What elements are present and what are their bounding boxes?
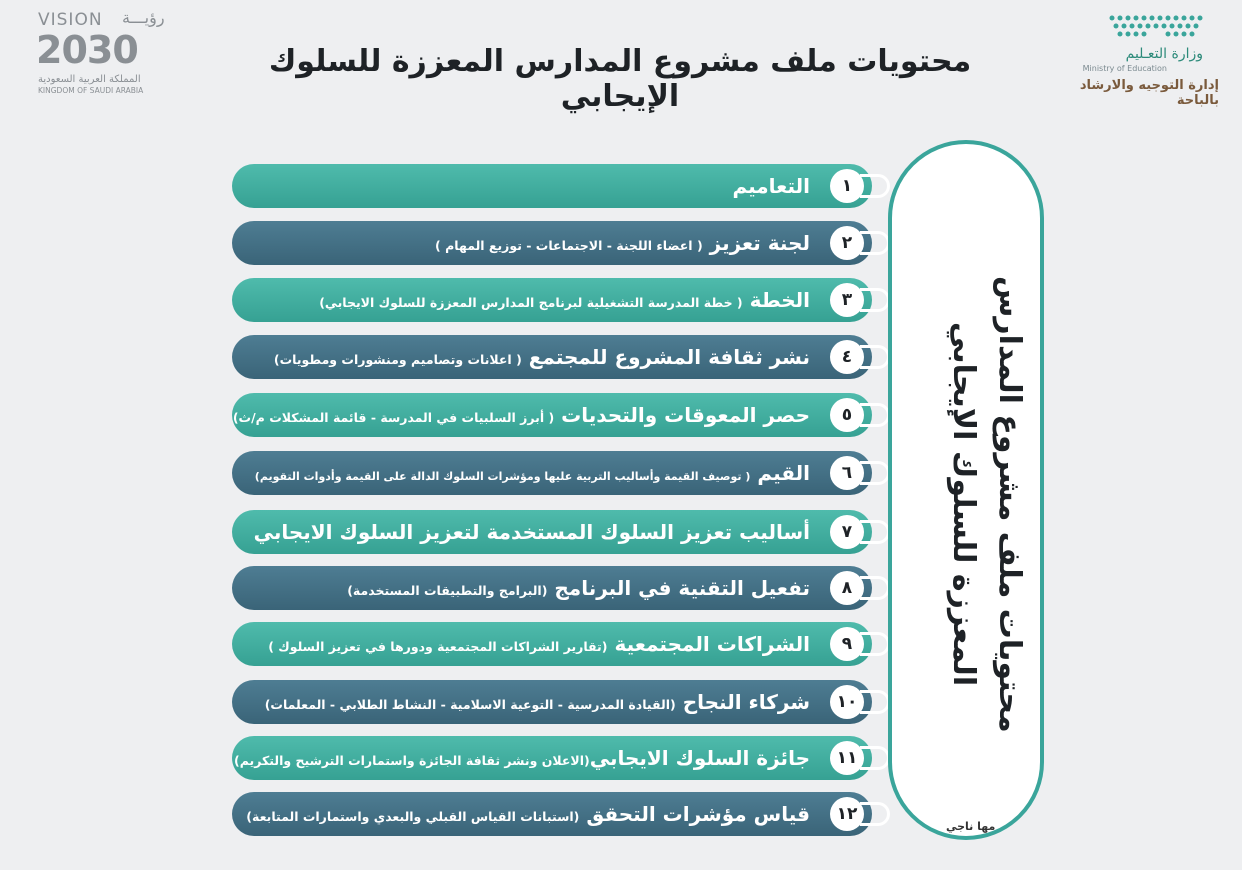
list-item: [232, 221, 872, 265]
connector: [860, 690, 890, 714]
kingdom-arabic: المملكة العربية السعودية: [38, 74, 141, 85]
list-item: [232, 278, 872, 322]
item-details: ( اعضاء اللجنة - الاجتماعات - توزيع المهام ): [435, 238, 703, 253]
item-label: [233, 393, 810, 437]
page-title: محتويات ملف مشروع المدارس المعززة للسلوك الإيجابي: [268, 44, 972, 114]
side-panel: [888, 140, 1044, 840]
ministry-dots-icon: [1108, 12, 1208, 42]
item-label: [254, 510, 810, 554]
list-item: [232, 680, 872, 724]
item-label: [255, 451, 810, 495]
connector: [860, 174, 890, 198]
item-title: الشراكات المجتمعية: [614, 632, 810, 656]
item-number: ٧: [830, 515, 864, 549]
item-title: نشر ثقافة المشروع للمجتمع: [528, 345, 810, 369]
vision-arabic: رؤيـــة: [122, 8, 165, 27]
ministry-logo: [1040, 6, 1225, 108]
vision-2030-logo: [30, 8, 180, 94]
item-label: [234, 736, 810, 780]
list-item: [232, 566, 872, 610]
item-label: [268, 622, 810, 666]
item-number: ٢: [830, 226, 864, 260]
item-title: حصر المعوقات والتحديات: [561, 403, 810, 427]
item-title: جائزة السلوك الايجابي: [589, 746, 810, 770]
item-label: [246, 792, 810, 836]
item-details: (البرامج والتطبيقات المستخدمة): [347, 583, 548, 598]
item-details: (استبانات القياس القبلي والبعدي واستمارات المتابعة): [246, 809, 580, 824]
list-item: [232, 393, 872, 437]
connector: [860, 576, 890, 600]
signature: مها ناجي: [946, 820, 996, 833]
connector: [860, 520, 890, 544]
ministry-arabic: وزارة التعـليم: [1125, 46, 1203, 62]
item-title: تفعيل التقنية في البرنامج: [554, 576, 810, 600]
kingdom-english: KINGDOM OF SAUDI ARABIA: [38, 86, 144, 95]
item-title: لجنة تعزيز: [709, 231, 810, 255]
item-label: [732, 164, 810, 208]
list-item: [232, 164, 872, 208]
list-item: [232, 451, 872, 495]
item-number: ١٢: [830, 797, 864, 831]
item-details: ( خطة المدرسة التشغيلية لبرنامج المدارس المعززة للسلوك الايجابي): [319, 295, 743, 310]
item-number: ٤: [830, 340, 864, 374]
item-label: [435, 221, 810, 265]
item-number: ٥: [830, 398, 864, 432]
item-title: القيم: [757, 461, 810, 485]
item-details: ( أبرز السلبيات في المدرسة - قائمة المشكلات م/ث): [232, 410, 555, 425]
item-details: ( توصيف القيمة وأساليب التربية عليها ومؤشرات السلوك الدالة على القيمة وأدوات التقويم): [254, 470, 751, 483]
vision-word: VISION: [38, 10, 103, 30]
item-details: (الاعلان ونشر ثقافة الجائزة واستمارات الترشيح والتكريم): [234, 753, 590, 768]
item-label: [265, 680, 810, 724]
connector: [860, 632, 890, 656]
list-item: [232, 792, 872, 836]
item-number: ٩: [830, 627, 864, 661]
item-label: [347, 566, 810, 610]
list-item: [232, 622, 872, 666]
connector: [860, 746, 890, 770]
connector: [860, 802, 890, 826]
item-title: أساليب تعزيز السلوك المستخدمة لتعزيز السلوك الايجابي: [253, 520, 810, 544]
item-title: الخطة: [749, 288, 810, 312]
item-number: ٦: [830, 456, 864, 490]
connector: [860, 403, 890, 427]
connector: [860, 461, 890, 485]
list-item: [232, 736, 872, 780]
connector: [860, 231, 890, 255]
connector: [860, 288, 890, 312]
item-number: ٣: [830, 283, 864, 317]
list-item: [232, 510, 872, 554]
item-details: (تقارير الشراكات المجتمعية ودورها في تعزيز السلوك ): [268, 639, 608, 654]
department-name: إدارة التوجيه والارشاد بالباحة: [1079, 78, 1219, 108]
item-title: شركاء النجاح: [682, 690, 810, 714]
side-panel-title: محتويات ملف مشروع المدارس المعززة للسلوك الإيجابي: [946, 275, 1027, 733]
item-details: ( اعلانات وتصاميم ومنشورات ومطويات): [273, 352, 522, 367]
item-number: ١: [830, 169, 864, 203]
item-title: التعاميم: [732, 174, 810, 198]
ministry-english: Ministry of Education: [1082, 64, 1167, 73]
item-number: ١١: [830, 741, 864, 775]
item-details: (القيادة المدرسية - التوعية الاسلامية - النشاط الطلابي - المعلمات): [264, 697, 676, 712]
item-number: ٨: [830, 571, 864, 605]
vision-year: 2030: [36, 28, 138, 72]
item-title: قياس مؤشرات التحقق: [586, 802, 810, 826]
list-item: [232, 335, 872, 379]
item-label: [319, 278, 810, 322]
item-number: ١٠: [830, 685, 864, 719]
item-label: [274, 335, 810, 379]
connector: [860, 345, 890, 369]
